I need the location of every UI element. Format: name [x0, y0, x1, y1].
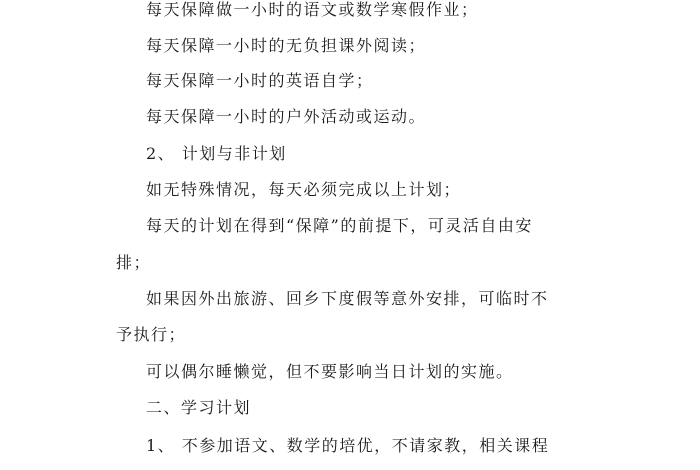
text-line: 每天保障一小时的户外活动或运动。 — [146, 107, 427, 126]
section-heading: 二、学习计划 — [146, 398, 252, 417]
section-heading: 2、 计划与非计划 — [146, 144, 287, 163]
text-line: 每天的计划在得到“保障”的前提下，可灵活自由安 — [146, 216, 533, 235]
text-line: 每天保障做一小时的语文或数学寒假作业； — [146, 0, 479, 19]
text-line: 排； — [116, 253, 152, 272]
text-line: 每天保障一小时的英语自学； — [146, 71, 374, 90]
text-line: 如无特殊情况，每天必须完成以上计划； — [146, 180, 462, 199]
text-line: 予执行； — [116, 325, 187, 344]
text-line: 1、 不参加语文、数学的培优，不请家教，相关课程 — [146, 436, 550, 455]
text-line: 如果因外出旅游、回乡下度假等意外安排，可临时不 — [146, 289, 549, 308]
text-line: 每天保障一小时的无负担课外阅读； — [146, 36, 427, 55]
text-line: 可以偶尔睡懒觉，但不要影响当日计划的实施。 — [146, 362, 514, 381]
